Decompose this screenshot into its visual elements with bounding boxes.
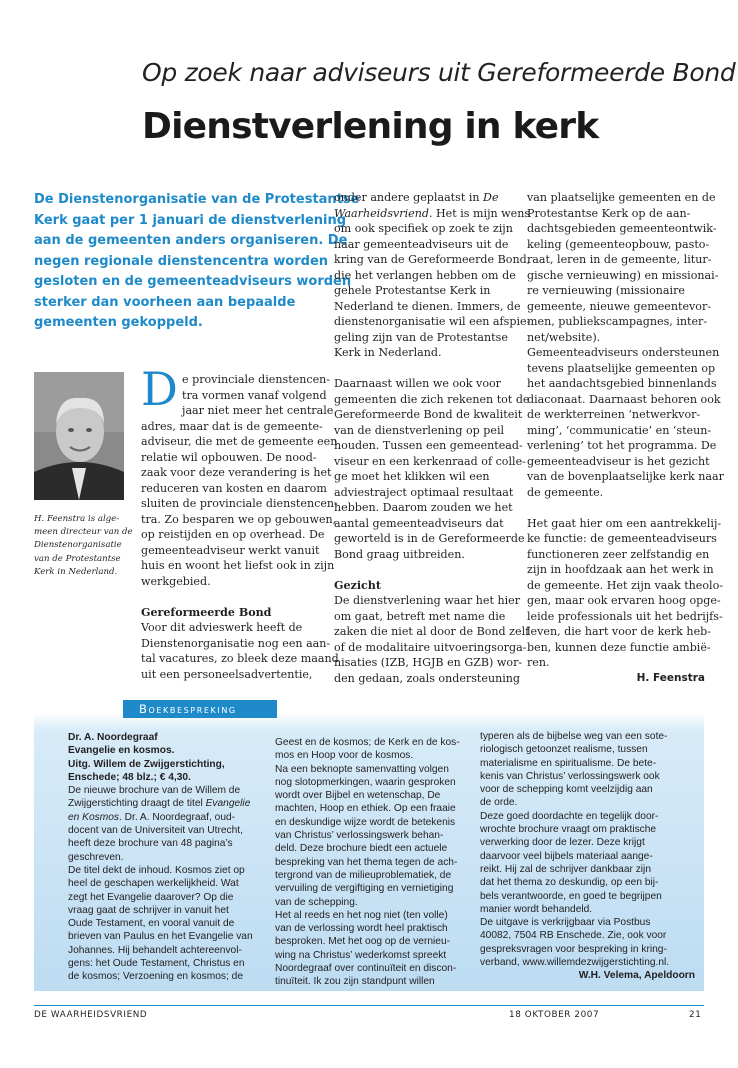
subheading: Uitg. Willem de Zwijgerstichting, — [68, 758, 225, 770]
text-line: van de schepping. — [275, 896, 358, 908]
footer-date: 18 OKTOBER 2007 — [509, 1010, 600, 1020]
lead-line: De Dienstenorganisatie van de Protestantse — [34, 192, 360, 207]
text-line: houden. Tussen een gemeentead- — [334, 439, 523, 452]
text-line: re vernieuwing (missionaire — [527, 284, 685, 297]
article-column-2 — [334, 190, 531, 686]
text-line: wing na Christus’ wederkomst spreekt — [275, 949, 447, 961]
text-line: tergrond van de milieuproblematiek, de — [275, 869, 452, 881]
text-line: ren. — [527, 656, 550, 669]
text-line: Deze goed doordachte en tegelijk door- — [480, 810, 659, 822]
text-line: adres, maar dat is de gemeente- — [141, 419, 323, 433]
text-line: zaak voor deze verandering is het — [141, 466, 332, 479]
text-line: materialisme en spiritualisme. De bete- — [480, 757, 657, 769]
text-line: De dienstverlening waar het hier — [334, 594, 521, 607]
book-review-column-3 — [480, 730, 695, 983]
text-line: leide professionals uit het bedrijfs- — [527, 609, 723, 623]
lead-line: gesloten en de gemeenteadviseurs worden — [34, 274, 352, 289]
article-column-1 — [141, 372, 339, 682]
text-line: om gaat, betreft met name die — [334, 609, 506, 623]
text-line: De uitgave is verkrijgbaar via Postbus — [480, 917, 651, 929]
text-line: raat, leren in de gemeente, litur- — [527, 253, 712, 266]
text-line: en deskundige wijze wordt de betekenis — [275, 816, 456, 828]
text-line: De titel dekt de inhoud. Kosmos ziet op — [68, 864, 245, 876]
text-line: geschreven. — [68, 851, 124, 863]
lead-line: aan de gemeenten anders organiseren. De — [34, 233, 348, 248]
text-line: gemeente, nieuwe gemeentevor- — [527, 299, 712, 313]
caption-line: Dienstenorganisatie — [34, 540, 122, 551]
text-line: gische vernieuwing) en missionai- — [527, 268, 719, 282]
text-line: tevens plaatselijke gemeenten op — [527, 361, 716, 375]
text-line: net/website). — [527, 330, 601, 344]
text-line: ben, kunnen deze functie ambië- — [527, 640, 711, 654]
text-line: Nederland te dienen. Immers, de — [334, 299, 521, 313]
text-line: manier wordt behandeld. — [480, 903, 593, 915]
text-line: adviseur, die met de gemeente een — [141, 435, 338, 448]
text-line: Zwijgerstichting draagt de titel Evangelie — [68, 798, 251, 810]
text-line: Geest en de kosmos; de Kerk en de kos- — [275, 737, 460, 748]
text-line: adviestraject optimaal resultaat — [334, 485, 514, 499]
text-line: kenis van Christus’ verlossingswerk ook — [480, 770, 660, 782]
subheading: Enschede; 48 blz.; € 4,30. — [68, 771, 191, 783]
text-line: heeft deze brochure van 48 pagina’s — [68, 838, 233, 850]
text-line: aantal gemeenteadviseurs dat — [334, 516, 504, 530]
text-line: Johannes. Hij behandelt achtereenvol- — [68, 944, 242, 956]
subheading: Evangelie en kosmos. — [68, 745, 175, 757]
text-line: Kerk in Nederland. — [334, 346, 442, 359]
article-column-3 — [527, 190, 724, 686]
text-line: reduceren van kosten en daarom — [141, 481, 327, 495]
photo-caption — [34, 513, 133, 579]
author-photo — [34, 372, 124, 500]
text-line: machten, Hoop en ethiek. Op een fraaie — [275, 803, 456, 815]
text-line: diaconaat. Daarnaast behoren ook — [527, 392, 721, 406]
text-line: jaar niet meer het centrale — [182, 404, 334, 417]
text-line: viseur en een kerkenraad of colle- — [334, 454, 526, 468]
text-line: Protestantse Kerk op de aan- — [527, 206, 691, 220]
text-line: e provinciale dienstencen- — [182, 373, 331, 386]
text-line: verwerking door de lezer. Deze krijgt — [480, 837, 645, 849]
text-line: van plaatselijke gemeenten en de — [527, 191, 716, 204]
text-line: brieven van Paulus en het Evangelie van — [68, 931, 253, 943]
text-line: tal vacatures, zo bleek deze maand — [141, 652, 339, 665]
text-line: van Christus’ verlossingswerk behan- — [275, 830, 444, 842]
text-line: nog slotopmerkingen, waarin gesproken — [275, 776, 456, 788]
text-line: van de dienstverlening op peil — [334, 423, 505, 437]
text-line: de gemeente. Het zijn vaak theolo- — [527, 578, 724, 592]
text-line: de kosmos; Verzoening en kosmos; de — [68, 971, 243, 983]
text-line: nisaties (IZB, HGJB en GZB) wor- — [334, 656, 523, 669]
text-line: voor de schepping komt veelzijdig aan — [480, 784, 653, 796]
text-line: uit een personeelsadvertentie, — [141, 667, 313, 681]
text-line: huis en woont het liefst ook in zijn — [141, 559, 335, 572]
paragraph-gap — [141, 589, 323, 605]
text-line: vraag gaat de schrijver in vanuit het — [68, 904, 229, 916]
text-line: Waarheidsvriend. Het is mijn wens — [334, 206, 531, 220]
text-line: naar gemeenteadviseurs uit de — [334, 237, 509, 251]
page-number: 21 — [689, 1010, 702, 1020]
lead-line: gemeenten gekoppeld. — [34, 315, 203, 330]
text-line: Daarnaast willen we ook voor — [334, 377, 501, 390]
text-line: tra vormen vanaf volgend — [182, 388, 327, 402]
text-line: den gedaan, zoals ondersteuning — [334, 671, 521, 685]
text-line: sluiten de provinciale dienstencen- — [141, 497, 338, 510]
text-line: geling zijn van de Protestantse — [334, 330, 508, 344]
text-line: of de modalitaire uitvoeringsorga- — [334, 640, 527, 654]
caption-line: H. Feenstra is alge- — [34, 514, 120, 524]
article-kicker: Op zoek naar adviseurs uit Gereformeerde Bond — [142, 58, 736, 87]
text-line: gehele Protestantse Kerk in — [334, 284, 491, 297]
text-line: om ook specifiek op zoek te zijn — [334, 222, 513, 235]
footer-rule — [34, 1005, 704, 1006]
text-line: heel de geschapen werkelijkheid. Wat — [68, 878, 239, 890]
text-line: werkgebied. — [141, 574, 211, 588]
text-line: gemeenteadviseur werkt vanuit — [141, 543, 320, 557]
text-line: daarvoor veel bijbels materiaal aange- — [480, 850, 653, 862]
author-signature: W.H. Velema, Apeldoorn — [578, 970, 695, 982]
text-line: gens: het Oude Testament, Christus en — [68, 958, 245, 970]
paragraph-gap — [334, 361, 514, 377]
text-line: ming’, ‘communicatie’ en ‘steun- — [527, 423, 712, 437]
text-line: gemeenteadviseur is het gezicht — [527, 454, 710, 468]
text-line: leven, die hart voor de kerk heb- — [527, 625, 711, 638]
text-line: Oude Testament, en vooral vanuit de — [68, 918, 235, 930]
author-signature: H. Feenstra — [636, 671, 705, 684]
text-line: docent van de Universiteit van Utrecht, — [68, 825, 243, 837]
text-line: Na een beknopte samenvatting volgen — [275, 763, 449, 775]
text-line: van de bovenplaatselijke kerk naar — [527, 470, 724, 483]
text-line: 40082, 7504 RB Enschede. Zie, ook voor — [480, 930, 667, 942]
article-lead — [34, 190, 360, 334]
text-line: zijn in hoofdzaak aan het werk in — [527, 563, 714, 576]
text-line: Bond graag uitbreiden. — [334, 547, 465, 561]
text-line: functioneren zeer zelfstandig en — [527, 547, 710, 561]
text-line: verband, www.willemdezwijgerstichting.nl. — [480, 957, 670, 969]
text-line: zaken die niet al door de Bond zelf — [334, 625, 530, 638]
text-line: geworteld is in de Gereformeerde — [334, 532, 525, 545]
book-review-column-2 — [275, 736, 467, 989]
text-line: keling (gemeenteopbouw, pasto- — [527, 237, 710, 251]
text-line: reikt. Hij zal de schrijver dankbaar zijn — [480, 863, 651, 875]
text-line: onder andere geplaatst in De — [334, 191, 499, 204]
text-line: de werkterreinen ‘netwerkvor- — [527, 408, 701, 421]
text-line: van de verlossing wordt heel praktisch — [275, 923, 448, 935]
text-line: men, publiekscampagnes, inter- — [527, 315, 708, 328]
article-title: Dienstverlening in kerk — [142, 106, 599, 147]
text-line: tinuïteit. Ik zou zijn standpunt willen — [275, 976, 435, 988]
text-line: Gereformeerde Bond de kwaliteit — [334, 408, 523, 421]
text-line: besproken. Met het oog op de vernieu- — [275, 936, 450, 948]
lead-line: negen regionale dienstencentra worden — [34, 253, 329, 269]
text-line: Gemeenteadviseurs ondersteunen — [527, 346, 720, 359]
text-line: dachtsgebieden gemeenteontwik- — [527, 222, 717, 235]
text-line: dienstenorganisatie wil een afspie- — [334, 315, 531, 328]
text-line: het aandachtsgebied binnenlands — [527, 377, 717, 390]
text-line: wrochte brochure vraagt om praktische — [480, 824, 657, 836]
text-line: deld. Deze brochure biedt een actuele — [275, 843, 448, 855]
text-line: vervuiling de vergiftiging en vernietiging — [275, 883, 454, 895]
text-line: zegt het Evangelie daarover? Op die — [68, 891, 234, 903]
text-line: relatie wil opbouwen. De nood- — [141, 450, 317, 464]
text-line: gen, maar ook ervaren hoog opge- — [527, 594, 721, 607]
text-line: bels verantwoorde, en goed te begrijpen — [480, 890, 662, 902]
text-line: Voor dit advieswerk heeft de — [141, 621, 303, 634]
text-line: de orde. — [480, 797, 518, 809]
text-line: op reistijden en op overhead. De — [141, 528, 325, 541]
text-line: Dienstenorganisatie nog een aan- — [141, 636, 331, 650]
caption-line: Kerk in Nederland. — [34, 566, 118, 577]
lead-line: Kerk gaat per 1 januari de dienstverlening — [34, 212, 347, 228]
text-line: ge moet het klikken wil een — [334, 470, 490, 483]
text-line: bespreking van het thema tegen de ach- — [275, 856, 458, 868]
text-line: gemeenten die zich rekenen tot de — [334, 392, 530, 406]
text-line: wordt over Bijbel en wetenschap, De — [275, 790, 441, 802]
subheading: Dr. A. Noordegraaf — [68, 732, 158, 743]
paragraph-gap — [527, 500, 705, 516]
text-line: ke functie: de gemeenteadviseurs — [527, 532, 717, 545]
text-line: tra. Zo besparen we op gebouwen, — [141, 512, 337, 526]
text-line: Het al reeds en het nog niet (ten volle) — [275, 909, 448, 921]
text-line: kring van de Gereformeerde Bond, — [334, 253, 531, 266]
text-line: riologisch getoonzet realisme, tussen — [480, 744, 648, 756]
text-line: hebben. Daarom zouden we het — [334, 501, 513, 514]
subheading: Gezicht — [334, 578, 381, 592]
text-line: de gemeente. — [527, 485, 604, 499]
book-review-tab: Boekbespreking — [123, 700, 277, 718]
lead-line: sterker dan voorheen aan bepaalde — [34, 294, 296, 310]
caption-line: meen directeur van de — [34, 527, 133, 538]
paragraph-gap — [334, 562, 514, 578]
text-line: Het gaat hier om een aantrekkelij- — [527, 516, 722, 530]
text-line: die het verlangen hebben om de — [334, 268, 516, 282]
text-line: Noordegraaf over continuïteit en discon- — [275, 963, 457, 975]
text-line: verlening’ tot het programma. De — [527, 439, 717, 452]
text-line: dat het thema zo deskundig, op een bij- — [480, 877, 659, 889]
text-line: en Kosmos. Dr. A. Noordegraaf, oud- — [68, 811, 236, 823]
caption-line: van de Protestantse — [34, 553, 121, 564]
footer-magazine: DE WAARHEIDSVRIEND — [34, 1010, 148, 1020]
text-line: typeren als de bijbelse weg van een sote- — [480, 731, 668, 742]
text-line: gespreksvragen voor bespreking in kring- — [480, 943, 667, 955]
text-line: De nieuwe brochure van de Willem de — [68, 785, 241, 797]
text-line: mos en Hoop voor de kosmos. — [275, 750, 414, 762]
drop-cap: D — [141, 362, 178, 416]
subheading: Gereformeerde Bond — [141, 605, 272, 619]
book-review-column-1 — [68, 731, 258, 984]
